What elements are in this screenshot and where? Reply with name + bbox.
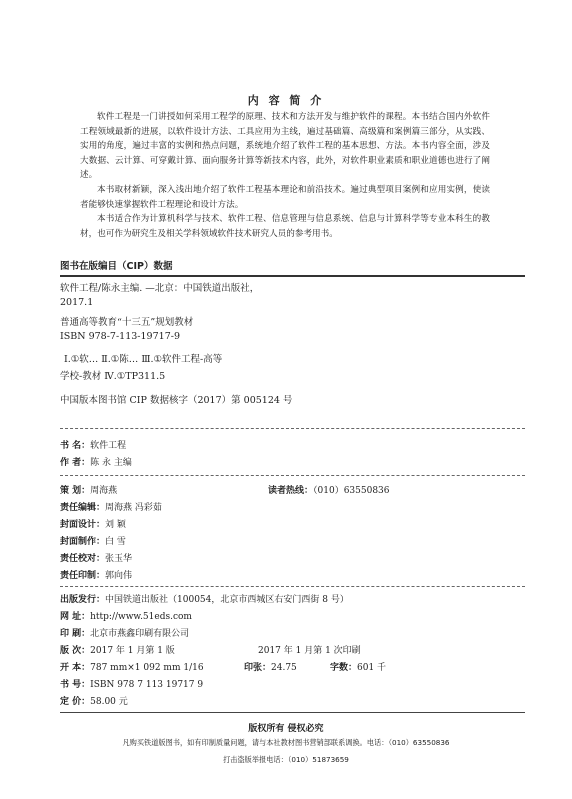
- proof-row: [60, 551, 132, 564]
- publisher-value: 中国铁道出版社（100054，北京市西城区右安门西街 8 号）: [105, 595, 349, 605]
- isbn-row: [60, 677, 203, 690]
- book-name-row: [60, 438, 126, 451]
- edition-row: [60, 643, 175, 656]
- cip-line-5: Ⅰ.①软… Ⅱ.①陈… Ⅲ.①软件工程-高等: [64, 354, 223, 365]
- cover-design-label: 封面设计：: [60, 520, 106, 530]
- cip-record: 中国版本图书馆 CIP 数据核字（2017）第 005124 号: [60, 395, 293, 406]
- isbn-value: ISBN 978 7 113 19717 9: [90, 680, 204, 690]
- words-row: [330, 660, 386, 673]
- words-label: 字数：: [330, 663, 358, 673]
- print-label: 责任印制：: [60, 571, 106, 581]
- isbn-label: 书 号：: [60, 680, 91, 690]
- print-row: [60, 568, 132, 581]
- author-value: 陈 永 主编: [90, 458, 132, 468]
- editor-value: 周海燕 冯彩茹: [105, 503, 162, 513]
- format-row: [60, 660, 204, 673]
- book-name-value: 软件工程: [90, 441, 127, 451]
- price-row: [60, 694, 128, 707]
- sheets-value: 24.75: [271, 663, 297, 673]
- hotline-value: （010）63550836: [313, 486, 390, 496]
- author-label: 作 者：: [60, 458, 91, 468]
- planner-row: [60, 483, 117, 496]
- summary-paragraph-1: 软件工程是一门讲授如何采用工程学的原理、技术和方法开发与维护软件的课程。本书结合国内外软件工程领域最新的进展，以软件设计方法、工具应用为主线，遍过基础篇、高级篇和案例篇三部分，从实践、实用的角度，遍过丰富的实例和热点问题，系统地介绍了软件工程的基本思想、方法。本书内容全面，涉及大数据、云计算、可穿戴计算、面向服务计算等新技术内容，此外，对软件职业素质和职业道德也进行了阐述。: [80, 112, 490, 181]
- cip-line-2: 2017.1: [60, 297, 94, 308]
- author-row: [60, 455, 132, 468]
- printer-label: 印 刷：: [60, 629, 91, 639]
- cover-make-row: [60, 534, 126, 547]
- cip-heading: 图书在版编目（CIP）数据: [60, 261, 173, 272]
- edition-label: 版 次：: [60, 646, 91, 656]
- divider-3: [60, 586, 525, 587]
- web-label: 网 址：: [60, 612, 91, 622]
- edition-value: 2017 年 1 月第 1 版: [90, 646, 175, 656]
- publisher-row: [60, 592, 349, 605]
- piracy-notice: 打击盗版举报电话：（010）51873659: [223, 755, 349, 764]
- price-value: 58.00 元: [90, 697, 128, 707]
- cip-line-1: 软件工程/陈永主编. —北京：中国铁道出版社，: [60, 283, 260, 294]
- planner-value: 周海燕: [90, 486, 118, 496]
- web-row: [60, 609, 192, 622]
- planner-label: 策 划：: [60, 486, 91, 496]
- printing-value: 2017 年 1 月第 1 次印刷: [258, 646, 361, 656]
- cip-line-4: ISBN 978-7-113-19717-9: [60, 331, 180, 342]
- proof-value: 张玉华: [105, 554, 133, 564]
- divider-1: [60, 428, 525, 429]
- print-value: 郭向伟: [105, 571, 133, 581]
- summary-paragraph-3: 本书适合作为计算机科学与技术、软件工程、信息管理与信息系统、信息与计算科学等专业本科生的教材，也可作为研究生及相关学科领域软件技术研究人员的参考用书。: [80, 214, 490, 239]
- cover-make-value: 白 雪: [105, 537, 126, 547]
- printer-value: 北京市燕鑫印刷有限公司: [90, 629, 190, 639]
- divider-2: [60, 475, 525, 476]
- editor-label: 责任编辑：: [60, 503, 106, 513]
- words-value: 601 千: [357, 663, 387, 673]
- editor-row: [60, 500, 162, 513]
- publisher-label: 出版发行：: [60, 595, 106, 605]
- hotline-row: [268, 483, 390, 496]
- format-label: 开 本：: [60, 663, 91, 673]
- price-label: 定 价：: [60, 697, 91, 707]
- rights-notice: 版权所有 侵权必究: [248, 724, 324, 734]
- proof-label: 责任校对：: [60, 554, 106, 564]
- cip-line-6: 学校-教材 Ⅳ.①TP311.5: [60, 371, 166, 382]
- sheets-row: [244, 660, 297, 673]
- cover-make-label: 封面制作：: [60, 537, 106, 547]
- cover-design-value: 刘 颖: [105, 520, 126, 530]
- sheets-label: 印张：: [244, 663, 272, 673]
- quality-notice: 凡购买铁道版图书，如有印制质量问题，请与本社教材图书营销部联系调换。电话：（010）63550836: [122, 738, 450, 747]
- cip-rule: [60, 275, 525, 277]
- book-name-label: 书 名：: [60, 441, 91, 451]
- divider-4: [60, 712, 525, 713]
- cip-line-3: 普通高等教育“十三五”规划教材: [60, 317, 194, 328]
- web-value: http://www.51eds.com: [90, 612, 192, 622]
- summary-title: 内 容 简 介: [247, 94, 325, 107]
- cover-design-row: [60, 517, 126, 530]
- printer-row: [60, 626, 189, 639]
- hotline-label: 读者热线：: [268, 486, 314, 496]
- summary-paragraph-2: 本书取材新颖，深入浅出地介绍了软件工程基本理论和前沿技术。遍过典型项目案例和应用实例，使读者能够快速掌握软件工程理论和设计方法。: [80, 185, 490, 210]
- format-value: 787 mm×1 092 mm 1/16: [90, 663, 204, 673]
